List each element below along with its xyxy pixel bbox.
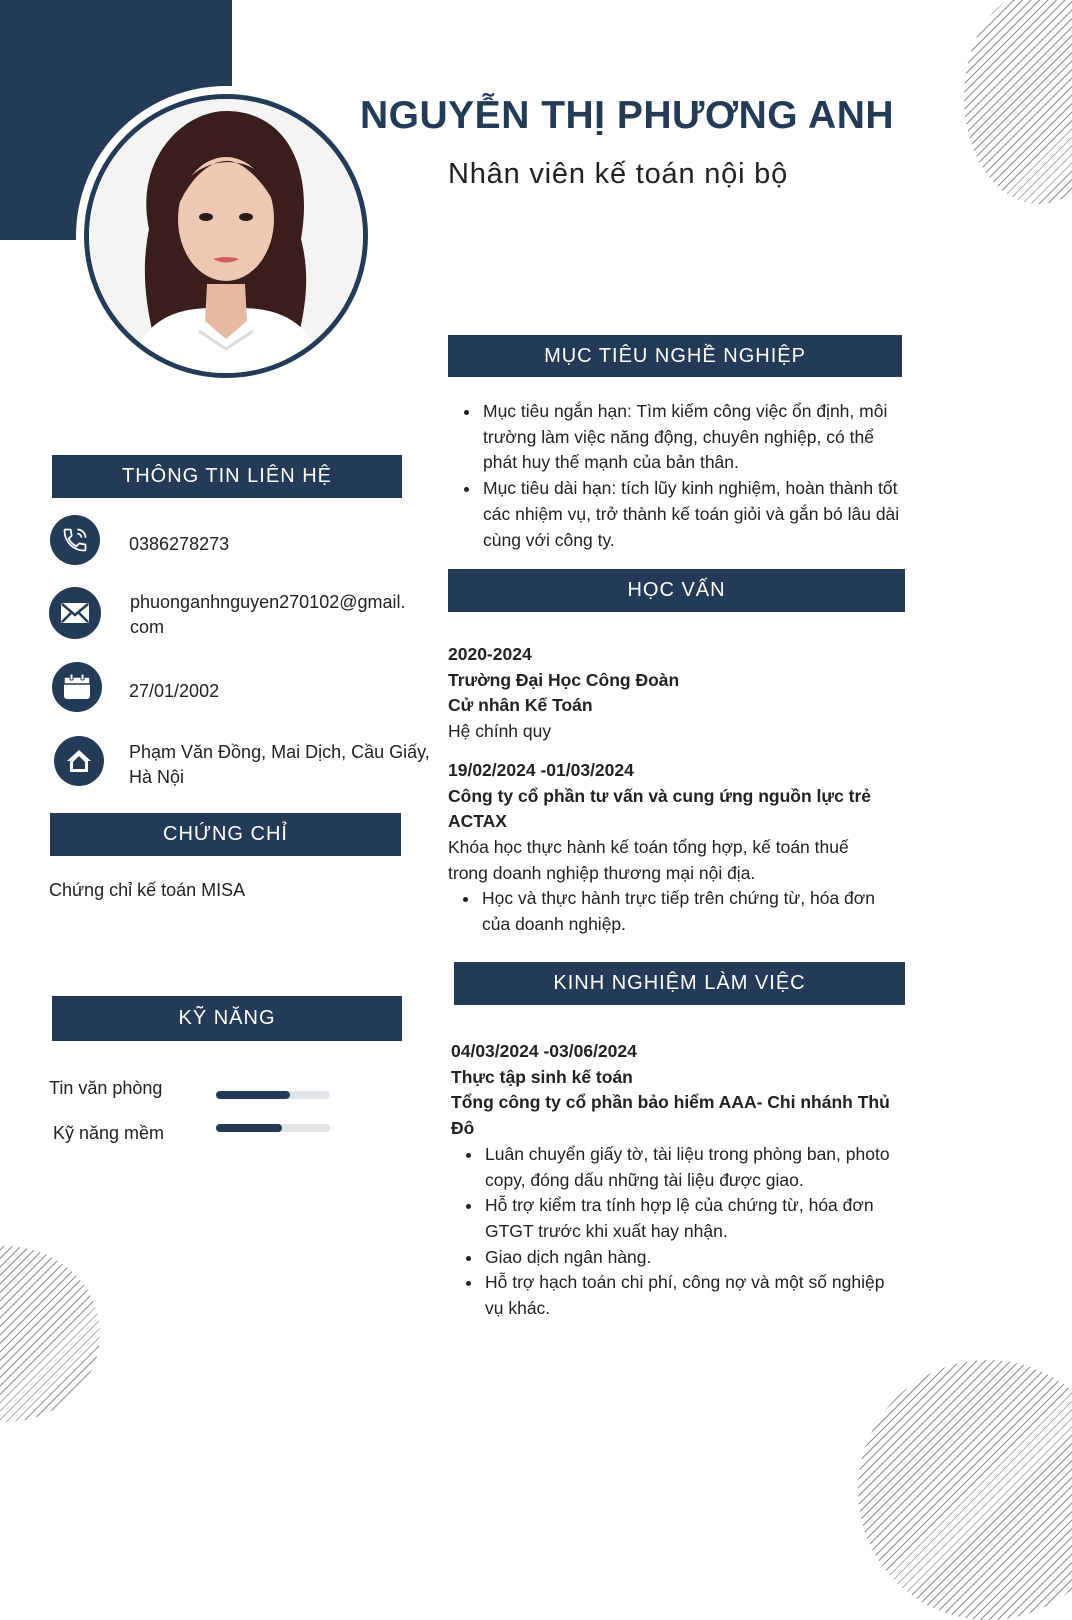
list-item: • Học và thực hành trực tiếp trên chứng từ, hóa đơn của doanh nghiệp. [480,886,890,937]
calendar-icon [52,662,102,712]
contact-section-header [52,455,402,498]
education-school: Trường Đại Học Công Đoàn [448,669,680,690]
birthday: 27/01/2002 [129,681,220,701]
course-org: Công ty cổ phần tư vấn và cung ứng nguồn lực trẻ [448,785,872,806]
phone-number[interactable]: 0386278273 [129,534,230,554]
skill-bar-fill [216,1124,282,1132]
course-bullets [448,886,890,937]
objective-list [449,399,909,553]
certificates-heading: CHỨNG CHỈ [163,823,288,845]
email-line-2: com [130,617,165,637]
education-block [448,642,908,938]
address [129,740,430,790]
certificate-item: Chứng chỉ kế toán MISA [49,880,246,900]
avatar [84,94,368,378]
objective-list-container [449,399,909,553]
skill-label: Kỹ năng mềm [53,1123,165,1143]
course-org: ACTAX [448,811,507,832]
email-address[interactable] [130,590,406,640]
address-line-1: Phạm Văn Đồng, Mai Dịch, Cầu Giấy, [129,742,430,762]
list-item: • Hỗ trợ kiểm tra tính hợp lệ của chứng từ, hóa đơn GTGT trước khi xuất hay nhận. [483,1193,903,1244]
education-period: 2020-2024 [448,644,532,664]
skill-bar-track [216,1124,330,1132]
experience-company: Tổng công ty cổ phần bảo hiểm AAA- Chi nhánh Thủ [451,1092,890,1113]
list-item: • Mục tiêu dài hạn: tích lũy kinh nghiệm, hoàn thành tốt các nhiệm vụ, trở thành kế toán giỏi và gắn bó lâu dài cùng với công ty. [481,476,909,553]
experience-block [451,1039,911,1322]
hatched-circle-bottom-left [0,1246,100,1422]
skill-bar-fill [216,1091,290,1099]
skills-section-header [52,996,402,1041]
experience-role: Thực tập sinh kế toán [451,1066,633,1087]
candidate-name: NGUYỄN THỊ PHƯƠNG ANH [360,94,895,137]
list-item: • Mục tiêu ngắn hạn: Tìm kiếm công việc ổn định, môi trường làm việc năng động, chuyên nghiệp, có thể phát huy thế mạnh của bản thân. [481,399,909,476]
list-item: • Giao dịch ngân hàng. [483,1245,903,1271]
contact-heading: THÔNG TIN LIÊN HỆ [122,465,332,487]
objective-heading: MỤC TIÊU NGHỀ NGHIỆP [544,344,806,367]
skill-label: Tin văn phòng [49,1078,163,1098]
mail-icon [49,587,101,639]
home-icon [54,736,104,786]
education-degree: Cử nhân Kế Toán [448,695,593,716]
address-line-2: Hà Nội [129,767,185,787]
hatched-circle-top-right [964,0,1072,204]
experience-bullets [451,1142,903,1322]
portrait-illustration [89,99,363,373]
list-item: • Hỗ trợ hạch toán chi phí, công nợ và một số nghiệp vụ khác. [483,1270,903,1321]
education-section-header [448,569,905,612]
experience-company: Đô [451,1118,475,1139]
job-title: Nhân viên kế toán nội bộ [448,158,789,190]
education-heading: HỌC VẤN [627,579,726,601]
education-mode: Hệ chính quy [448,721,552,742]
course-desc: Khóa học thực hành kế toán tổng hợp, kế toán thuế [448,836,849,857]
skills-heading: KỸ NĂNG [178,1007,276,1029]
experience-section-header [454,962,905,1005]
experience-period: 04/03/2024 -03/06/2024 [451,1041,637,1061]
objective-section-header [448,335,902,377]
hatched-circle-bottom-right [858,1360,1072,1620]
course-period: 19/02/2024 -01/03/2024 [448,759,634,780]
skill-bar-track [216,1091,330,1099]
experience-heading: KINH NGHIỆM LÀM VIỆC [553,972,806,994]
certificates-section-header [50,813,401,856]
course-desc: trong doanh nghiệp thương mại nội địa. [448,862,756,883]
list-item: • Luân chuyển giấy tờ, tài liệu trong phòng ban, photo copy, đóng dấu những tài liệu được giao. [483,1142,903,1193]
phone-icon [50,515,100,565]
email-line-1: phuonganhnguyen270102@gmail. [130,592,406,612]
